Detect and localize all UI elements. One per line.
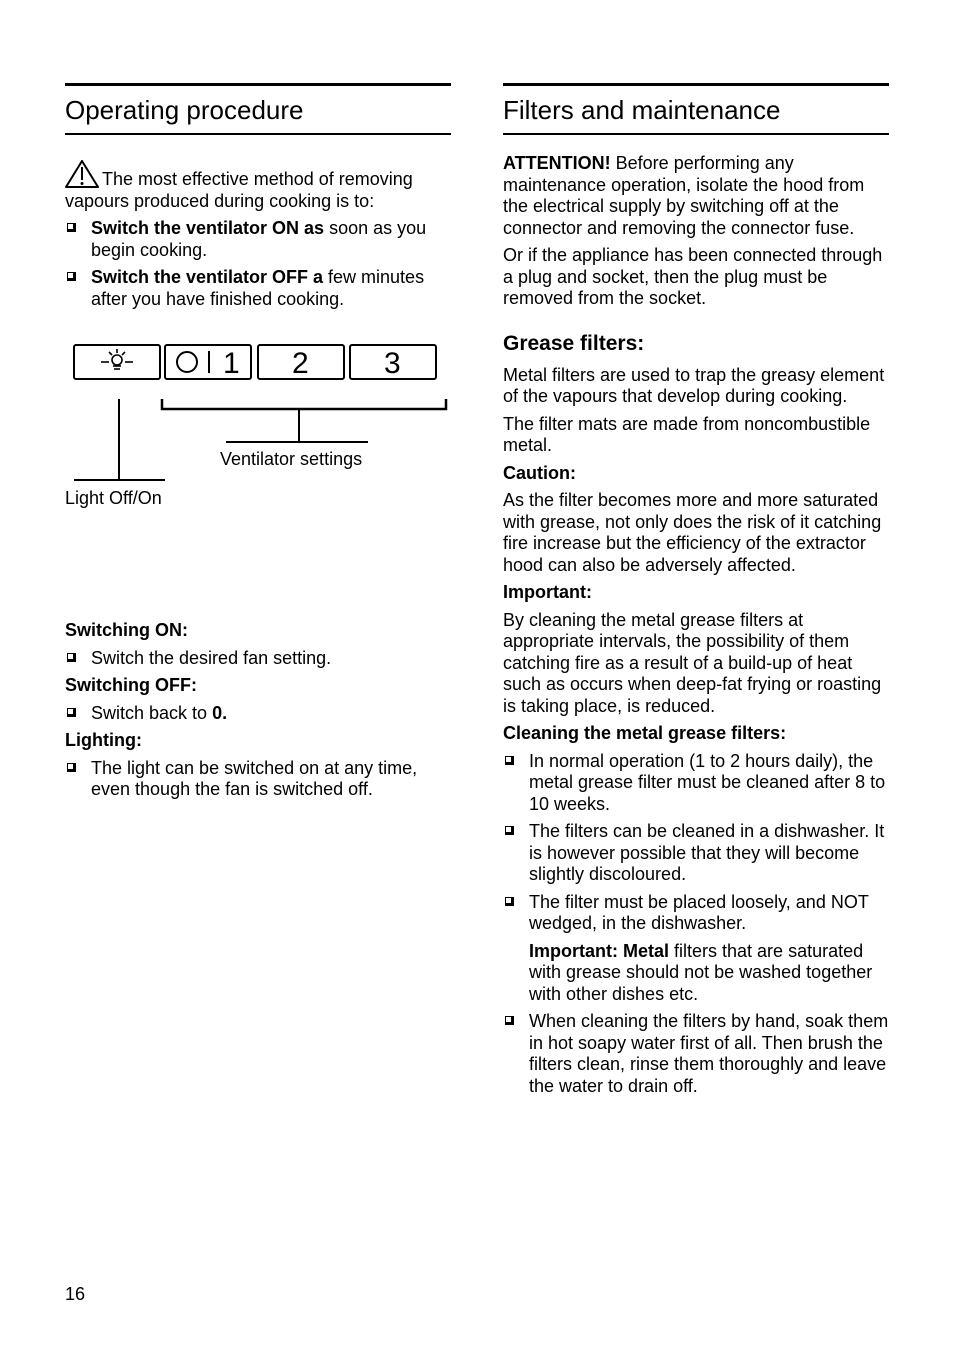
grease-paragraph-1: Metal filters are used to trap the greasy element of the vapours that develop during cooking.: [503, 364, 885, 406]
light-bulb-icon: [101, 349, 133, 369]
grease-filters-heading: Grease filters:: [503, 331, 645, 355]
page-number: 16: [65, 1284, 86, 1304]
intro-text: The most effective method of removing vapours produced during cooking is to:: [65, 169, 413, 211]
cleaning-label: Cleaning the metal grease filters:: [503, 723, 787, 743]
bullet-text: soon as you begin cooking.: [91, 218, 427, 260]
attention-label: ATTENTION!: [503, 153, 611, 173]
ventilator-settings-label: Ventilator settings: [220, 449, 363, 469]
important-label: Important:: [503, 582, 592, 602]
light-label: Light Off/On: [65, 488, 162, 508]
important-paragraph: By cleaning the metal grease filters at appropriate intervals, the possibility of them catching fire as a result of a build-up of heat such as occurs when deep-fat frying or roasting is taking place, is reduced.: [503, 609, 882, 716]
cleaning-bullet: The filters can be cleaned in a dishwasher. It is however possible that they will become slightly discoloured.: [503, 821, 889, 886]
off-symbol-icon: [177, 352, 197, 372]
digit-2: 2: [292, 347, 309, 380]
plug-paragraph: Or if the appliance has been connected through a plug and socket, then the plug must be removed from the socket.: [503, 245, 883, 308]
bullet-text: few minutes after you have finished cooking.: [91, 267, 425, 309]
control-panel-diagram: [65, 341, 455, 521]
switching-off-bullet: [65, 703, 451, 725]
bullet-bold: Switch the ventilator OFF a: [91, 267, 324, 287]
caution-label: Caution:: [503, 462, 576, 483]
caution-paragraph: As the filter becomes more and more saturated with grease, not only does the risk of it catching fire increase but the efficiency of the extractor hood can also be adversely affected.: [503, 490, 882, 575]
switching-off-text: Switch back to: [91, 702, 213, 723]
operating-procedure-heading: Operating procedure: [65, 83, 451, 135]
cleaning-bullet: In normal operation (1 to 2 hours daily), the metal grease filter must be cleaned after 8 to 10 weeks.: [503, 751, 889, 816]
filters-maintenance-heading: Filters and maintenance: [503, 83, 889, 135]
intro-paragraph: [65, 160, 451, 212]
bullet-bold: Switch the ventilator ON as: [91, 218, 325, 238]
bullet-switch-off: [65, 267, 451, 310]
right-column: [503, 83, 889, 1103]
switching-on-label: Switching ON:: [65, 620, 188, 640]
important-note: [503, 941, 889, 1006]
switching-off-label: Switching OFF:: [65, 675, 197, 695]
cleaning-bullet: The filter must be placed loosely, and NOT wedged, in the dishwasher.: [503, 892, 889, 935]
digit-1: 1: [223, 347, 240, 380]
bullet-switch-on: [65, 218, 451, 261]
cleaning-bullet: When cleaning the filters by hand, soak them in hot soapy water first of all. Then brush the filters clean, rinse them thoroughly and leave the water to drain off.: [503, 1011, 889, 1097]
left-column: [65, 83, 451, 799]
instructions-block: [65, 620, 451, 807]
attention-text: Before performing any maintenance operation, isolate the hood from the electrical supply by switching off at the connector and removing the connector fuse.: [503, 153, 865, 238]
lighting-bullet: The light can be switched on at any time, even though the fan is switched off.: [65, 758, 451, 801]
attention-paragraph: [503, 153, 889, 239]
note-bold: Important: Metal: [529, 940, 670, 961]
digit-3: 3: [384, 347, 401, 380]
switching-off-value: 0.: [212, 702, 228, 723]
ventilator-bracket: [162, 399, 446, 409]
switching-on-bullet: Switch the desired fan setting.: [65, 648, 451, 670]
warning-icon: [65, 160, 99, 188]
note-text: filters that are saturated with grease should not be washed together with other dishes etc.: [529, 940, 873, 1004]
lighting-label: Lighting:: [65, 730, 142, 750]
grease-paragraph-2: The filter mats are made from noncombustible metal.: [503, 413, 871, 455]
